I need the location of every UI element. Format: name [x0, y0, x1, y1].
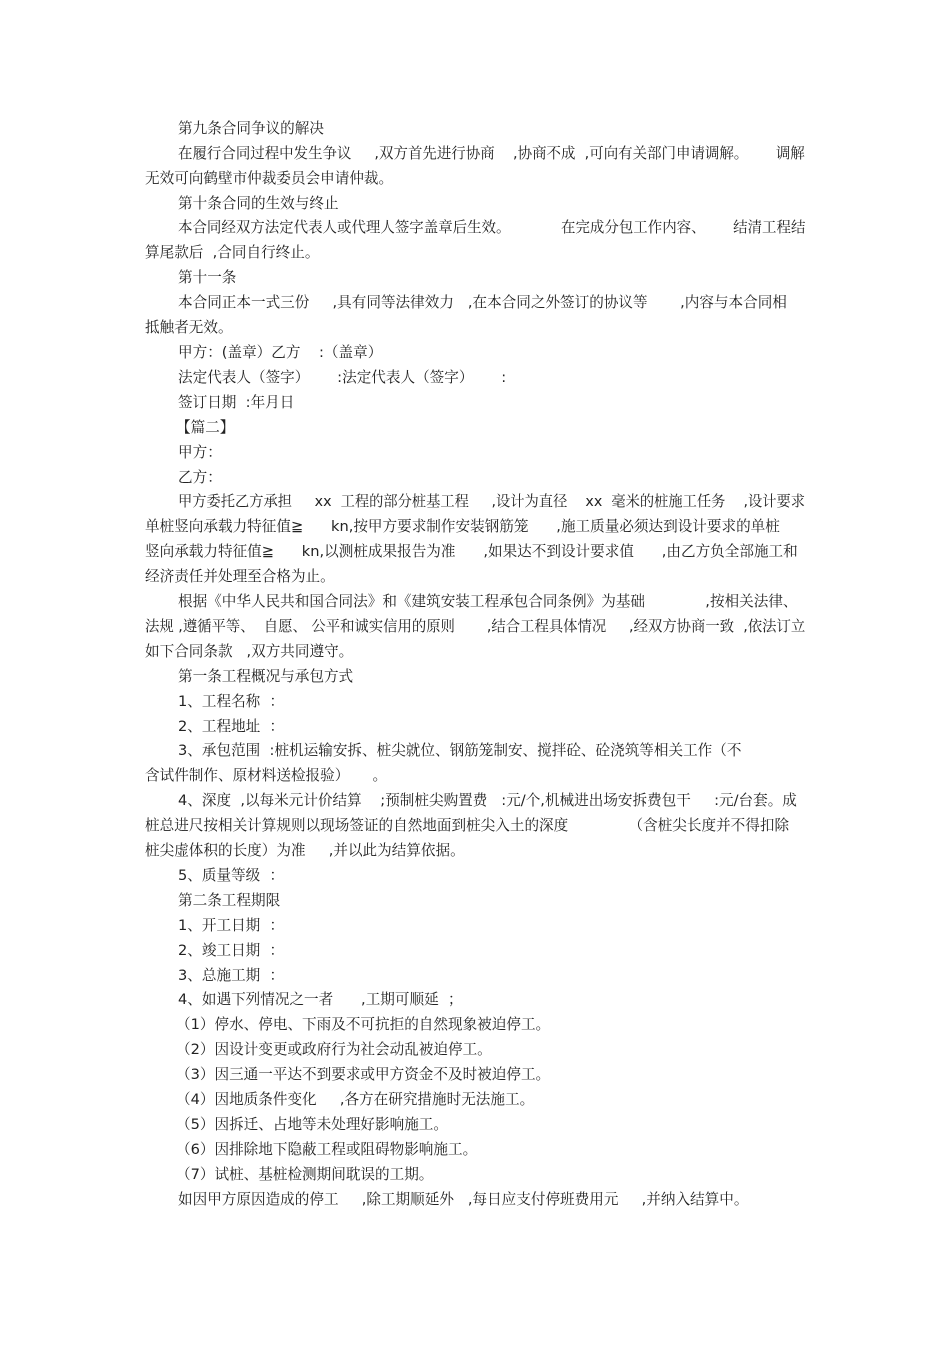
- text-line: 桩尖虚体积的长度）为准 ,并以此为结算依据。: [145, 842, 465, 859]
- text-line: 如因甲方原因造成的停工 ,除工期顺延外 ,每日应支付停班费用元 ,并纳入结算中。: [178, 1191, 749, 1208]
- text-line: 甲方委托乙方承担 xx 工程的部分桩基工程 ,设计为直径 xx 毫米的桩施工任务 ,设计要求: [178, 493, 806, 510]
- list-item: 4、如遇下列情况之一者 ,工期可顺延 ；: [178, 991, 463, 1008]
- list-item: 2、工程地址 ：: [178, 718, 285, 735]
- text-line: 经济责任并处理至合格为止。: [145, 568, 335, 585]
- list-item: 5、质量等级 ：: [178, 867, 285, 884]
- text-line: 单桩竖向承载力特征值≧ kn,按甲方要求制作安装钢筋笼 ,施工质量必须达到设计要求的单桩: [145, 518, 780, 535]
- article-11-heading: 第十一条: [178, 269, 237, 286]
- list-item: 1、工程名称 ：: [178, 693, 285, 710]
- article-9-heading: 第九条合同争议的解决: [178, 120, 324, 137]
- article-2-heading: 第二条工程期限: [178, 892, 281, 909]
- text-line: 根据《中华人民共和国合同法》和《建筑安装工程承包合同条例》为基础 ,按相关法律、: [178, 593, 798, 610]
- list-item: （1）停水、停电、下雨及不可抗拒的自然现象被迫停工。: [176, 1016, 551, 1033]
- text-line: 无效可向鹤壁市仲裁委员会申请仲裁。: [145, 170, 394, 187]
- list-item: 1、开工日期 ：: [178, 917, 285, 934]
- list-item: 2、竣工日期 ：: [178, 942, 285, 959]
- text-line: 桩总进尺按相关计算规则以现场签证的自然地面到桩尖入土的深度 （含桩尖长度并不得扣除: [145, 817, 790, 834]
- text-line: 含试件制作、原材料送检报验） 。: [145, 767, 388, 784]
- text-line: 竖向承载力特征值≧ kn,以测桩成果报告为准 ,如果达不到设计要求值 ,由乙方负全部施工和: [145, 543, 798, 560]
- article-1-heading: 第一条工程概况与承包方式: [178, 668, 354, 685]
- text-line: 如下合同条款 ,双方共同遵守。: [145, 643, 354, 660]
- signature-line: 甲方：(盖章）乙方 :（盖章）: [178, 344, 383, 361]
- text-line: 本合同经双方法定代表人或代理人签字盖章后生效。 在完成分包工作内容、 结清工程结: [178, 219, 806, 236]
- list-item: 3、总施工期 ：: [178, 967, 285, 984]
- party-a-line: 甲方：: [178, 444, 222, 461]
- list-item: （3）因三通一平达不到要求或甲方资金不及时被迫停工。: [176, 1066, 551, 1083]
- list-item: 3、承包范围 :桩机运输安拆、桩尖就位、钢筋笼制安、搅拌砼、砼浇筑等相关工作（不: [178, 742, 742, 759]
- party-b-line: 乙方：: [178, 469, 222, 486]
- section-heading: 【篇二】: [176, 419, 235, 436]
- list-item: 4、深度 ,以每米元计价结算 ;预制桩尖购置费 :元/个,机械进出场安拆费包干 :元/台套。成: [178, 792, 797, 809]
- list-item: （7）试桩、基桩检测期间耽误的工期。: [176, 1166, 434, 1183]
- text-line: 算尾款后 ,合同自行终止。: [145, 244, 320, 261]
- signature-line: 法定代表人（签字） :法定代表人（签字） :: [178, 369, 507, 386]
- list-item: （6）因排除地下隐蔽工程或阻碍物影响施工。: [176, 1141, 478, 1158]
- list-item: （2）因设计变更或政府行为社会动乱被迫停工。: [176, 1041, 492, 1058]
- text-line: 法规 ,遵循平等、 自愿、 公平和诚实信用的原则 ,结合工程具体情况 ,经双方协商一致 ,依法订立: [145, 618, 806, 635]
- article-10-heading: 第十条合同的生效与终止: [178, 195, 339, 212]
- list-item: （4）因地质条件变化 ,各方在研究措施时无法施工。: [176, 1091, 535, 1108]
- sign-date-line: 签订日期 :年月日: [178, 394, 295, 411]
- list-item: （5）因拆迁、占地等未处理好影响施工。: [176, 1116, 448, 1133]
- text-line: 抵触者无效。: [145, 319, 233, 336]
- text-line: 在履行合同过程中发生争议 ,双方首先进行协商 ,协商不成 ,可向有关部门申请调解。 调解: [178, 145, 805, 162]
- text-line: 本合同正本一式三份 ,具有同等法律效力 ,在本合同之外签订的协议等 ,内容与本合同相: [178, 294, 787, 311]
